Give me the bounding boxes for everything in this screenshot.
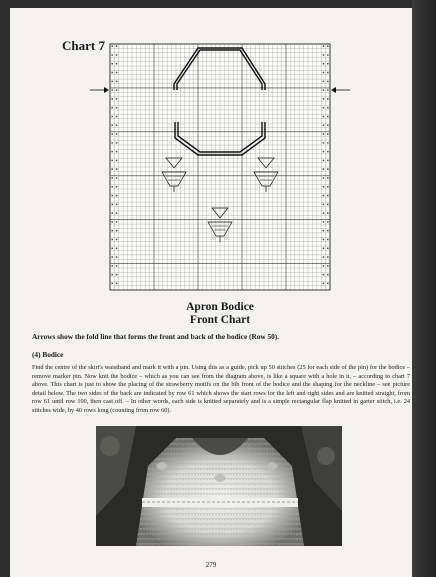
bodice-photo <box>96 426 342 546</box>
chart-grid <box>110 44 330 290</box>
section-title: (4) Bodice <box>32 350 64 359</box>
chart-caption-subtitle: Front Chart <box>189 314 251 326</box>
fold-line-note: Arrows show the fold line that forms the front and back of the bodice (Row 50). <box>32 332 280 341</box>
knitting-chart <box>90 40 350 294</box>
book-page <box>10 8 412 577</box>
chart-label: Chart 7 <box>62 38 105 53</box>
page-number: 279 <box>205 561 217 569</box>
fold-arrow-left <box>90 87 109 93</box>
fold-arrow-right <box>331 87 350 93</box>
chart-caption-title: Apron Bodice <box>186 301 254 313</box>
instructions-paragraph: Find the centre of the skirt's waistband and mark it with a pin. Using this as a guide, pick up 50 stitches (25 for each side of the pin) for the bodice – remove marker pin. Now knit the bodice – which as you can see from the diagram above, is like a square with a hole in it, – according to chart 7 above. This chart is just to show the placing of the strawberry motifs on the bib front of the bodice and the shaping for the neckline – see picture detail below. The two sides of the back are indicated by row 61 which shows the start rows for the left and right sides and are knitted straight, from row 61 until row 100, then cast off. – In other words, each side is knitted separately and is a simple rectangular flap knitted in garter stitch, i.e. 24 stitches wide, by 40 rows long (counting from row 60). <box>32 364 410 414</box>
page-edge-shadow <box>412 0 436 577</box>
